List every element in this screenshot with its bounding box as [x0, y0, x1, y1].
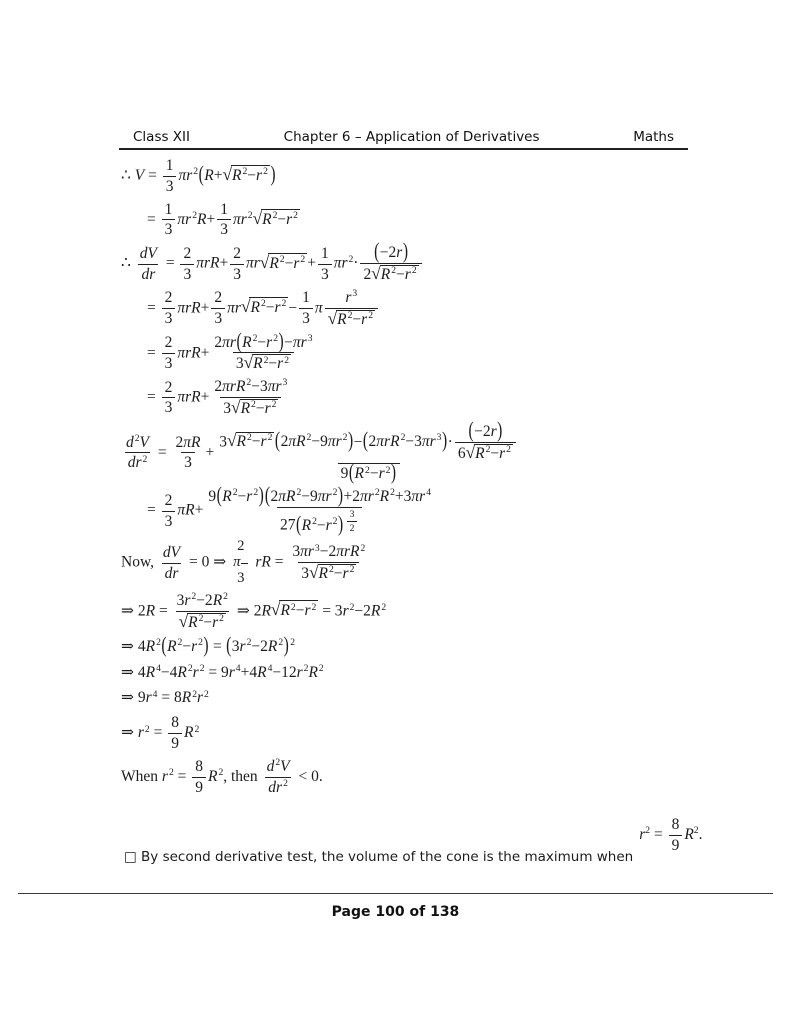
equation-line: Now, $\frac{dV}{dr}$ = 0 ⇒ 2 π 3 rR = $3\pi r^3-2\pi rR^2$ 3 √ $R^2-r^2$: [121, 538, 366, 587]
footer-divider: [18, 893, 773, 894]
class-label: Class XII: [133, 129, 191, 145]
equation-line: ⇒ 2R = $3r^2-2R^2$ √ $R^2-r^2$ ⇒ 2R √ $R^2-r^2$ = $3r^2-2R^2$: [121, 591, 387, 631]
subject-label: Maths: [633, 129, 674, 145]
equation-line: = $\frac{2}{3}$ πrR+ $\frac{2}{3}$ πr √ $R^2-r^2$ − $\frac{1}{3}$ π $r^3$ √ $R^2-r^2$: [147, 289, 523, 329]
equation-line: = $\frac{2}{3}$ πrR+ $2\pi rR^2-3\pi r^3$ 3 √ $R^2-r^2$: [147, 377, 288, 417]
equation-line: $\frac{d^2V}{dr^2}$ = $\frac{2\pi R}{3}$ + 3 √ $R^2-r^2$ ( $2\pi R^2-9\pi r^2$ ) − ( $2\pi rR^2-3\pi r^3$ ) · ( −2r ) 6 √ $R^2-r^2$ 9 ( $R^2-r^2$ ): [121, 423, 523, 483]
conclusion-text: □ By second derivative test, the volume of the cone is the maximum when: [124, 849, 634, 866]
page-header: [133, 129, 674, 145]
page-number: Page 100 of 138: [331, 904, 460, 920]
equation-line: ⇒ $4R^2$ ( $R^2-r^2$ ) = ( $3r^2-2R^2$ ) $^2$: [121, 632, 296, 658]
equation-line: = $\frac{2}{3}$ πrR+ 2πr ( $R^2-r^2$ ) $-\pi r^3$ 3 √ $R^2-r^2$: [147, 329, 313, 373]
equation-line: ∴ $\frac{dV}{dr}$ = $\frac{2}{3}$ πrR+ $\frac{2}{3}$ πr √ $R^2-r^2$ + $\frac{1}{3}$ $\pi r^2\cdot$ ( −2r ) 2 √ $R^2-r^2$: [121, 244, 523, 284]
equation-line: = $\frac{1}{3}$ $\pi r^2R+$ $\frac{1}{3}$ $\pi r^2$ √ $R^2-r^2$: [147, 200, 298, 239]
conclusion-formula: $r^2$ = $\frac{8}{9}$ $R^2$.: [639, 816, 703, 854]
equation-line: ∴ V = $\frac{1}{3}$ $\pi r^2$ ( R+ √ $R^2-r^2$ ): [121, 157, 276, 195]
equation-line: ⇒ $9r^4 = 8R^2r^2$: [121, 688, 209, 707]
equation-line: When $r^2$ = $\frac{8}{9}$ $R^2$, then $\frac{d^2V}{dr^2}$ < 0.: [121, 757, 323, 796]
equation-line: = $\frac{2}{3}$ πR+ 9 ( $R^2-r^2$ ) ( $2\pi R^2-9\pi r^2$ ) $+2\pi r^2R^2+3\pi r^4$ 27 ( $R^2-r^2$ ) $^{\frac{3}{2}}$: [147, 483, 432, 537]
header-divider: [119, 148, 688, 150]
equation-line: ⇒ $r^2$ = $\frac{8}{9}$ $R^2$: [121, 714, 200, 753]
equation-line: ⇒ $4R^4-4R^2r^2 = 9r^4+4R^4-12r^2R^2$: [121, 662, 324, 681]
solution-equations: [121, 157, 523, 802]
chapter-title: Chapter 6 – Application of Derivatives: [283, 129, 540, 145]
conclusion-line: [124, 816, 702, 867]
